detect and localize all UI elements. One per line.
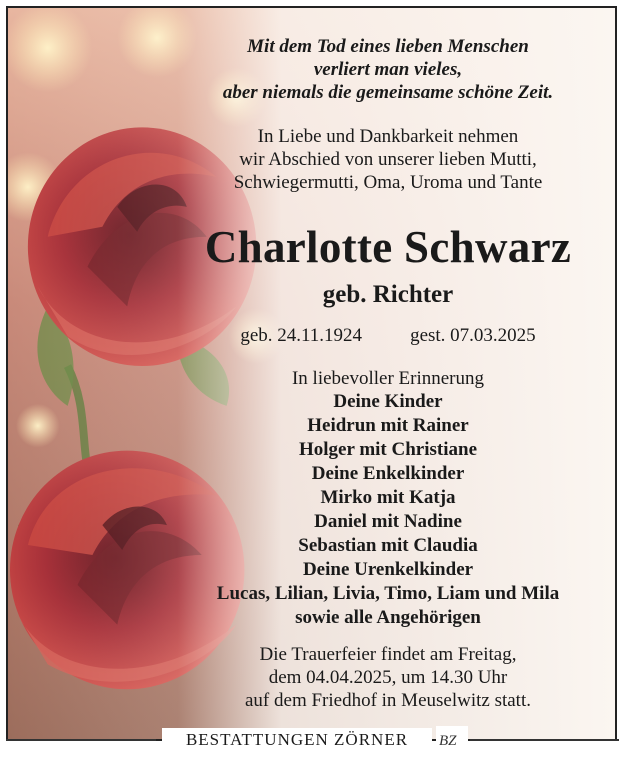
birth-date: geb. 24.11.1924: [240, 325, 363, 346]
mourners-list: [158, 390, 617, 630]
intro-line: Schwiegermutti, Oma, Uroma und Tante: [233, 172, 543, 193]
logo-text: BZ: [439, 733, 457, 749]
mourner-line: Deine Kinder: [333, 391, 443, 412]
life-dates: [158, 324, 617, 348]
quote-line: Mit dem Tod eines lieben Menschen: [247, 36, 529, 57]
mourner-line: Mirko mit Katja: [320, 487, 456, 508]
service-line: auf dem Friedhof in Meuselwitz statt.: [245, 690, 531, 711]
deceased-name: Charlotte Schwarz: [204, 222, 572, 272]
quote-line: verliert man vieles,: [313, 59, 463, 80]
intro-line: wir Abschied von unserer lieben Mutti,: [239, 149, 537, 170]
quote-line: aber niemals die gemeinsame schöne Zeit.: [222, 82, 554, 103]
funeral-home-name: BESTATTUNGEN ZÖRNER: [162, 728, 432, 752]
mourner-line: Heidrun mit Rainer: [307, 415, 469, 436]
mourner-line: Deine Urenkelkinder: [302, 559, 474, 580]
service-line: dem 04.04.2025, um 14.30 Uhr: [268, 667, 508, 688]
memory-line: In liebevoller Erinnerung: [291, 368, 485, 389]
funeral-home-footer: [0, 724, 625, 754]
intro-text: [158, 125, 617, 194]
intro-line: In Liebe und Dankbarkeit nehmen: [257, 126, 519, 147]
mourner-line: Holger mit Christiane: [298, 439, 477, 460]
mourner-line: Deine Enkelkinder: [311, 463, 465, 484]
funeral-service-info: [158, 643, 617, 712]
service-line: Die Trauerfeier findet am Freitag,: [259, 644, 517, 665]
obituary-frame: [6, 6, 617, 741]
footer-divider-left: [6, 739, 156, 741]
mourner-line: sowie alle Angehörigen: [295, 607, 481, 628]
footer-divider-right: [470, 739, 619, 741]
mourner-line: Sebastian mit Claudia: [298, 535, 478, 556]
mourner-line: Daniel mit Nadine: [314, 511, 462, 532]
mourner-line: Lucas, Lilian, Livia, Timo, Liam und Mila: [216, 583, 560, 604]
funeral-home-logo-icon: [436, 726, 468, 752]
death-date: gest. 07.03.2025: [410, 325, 536, 346]
maiden-name: geb. Richter: [322, 281, 454, 308]
memorial-quote: [158, 35, 617, 104]
